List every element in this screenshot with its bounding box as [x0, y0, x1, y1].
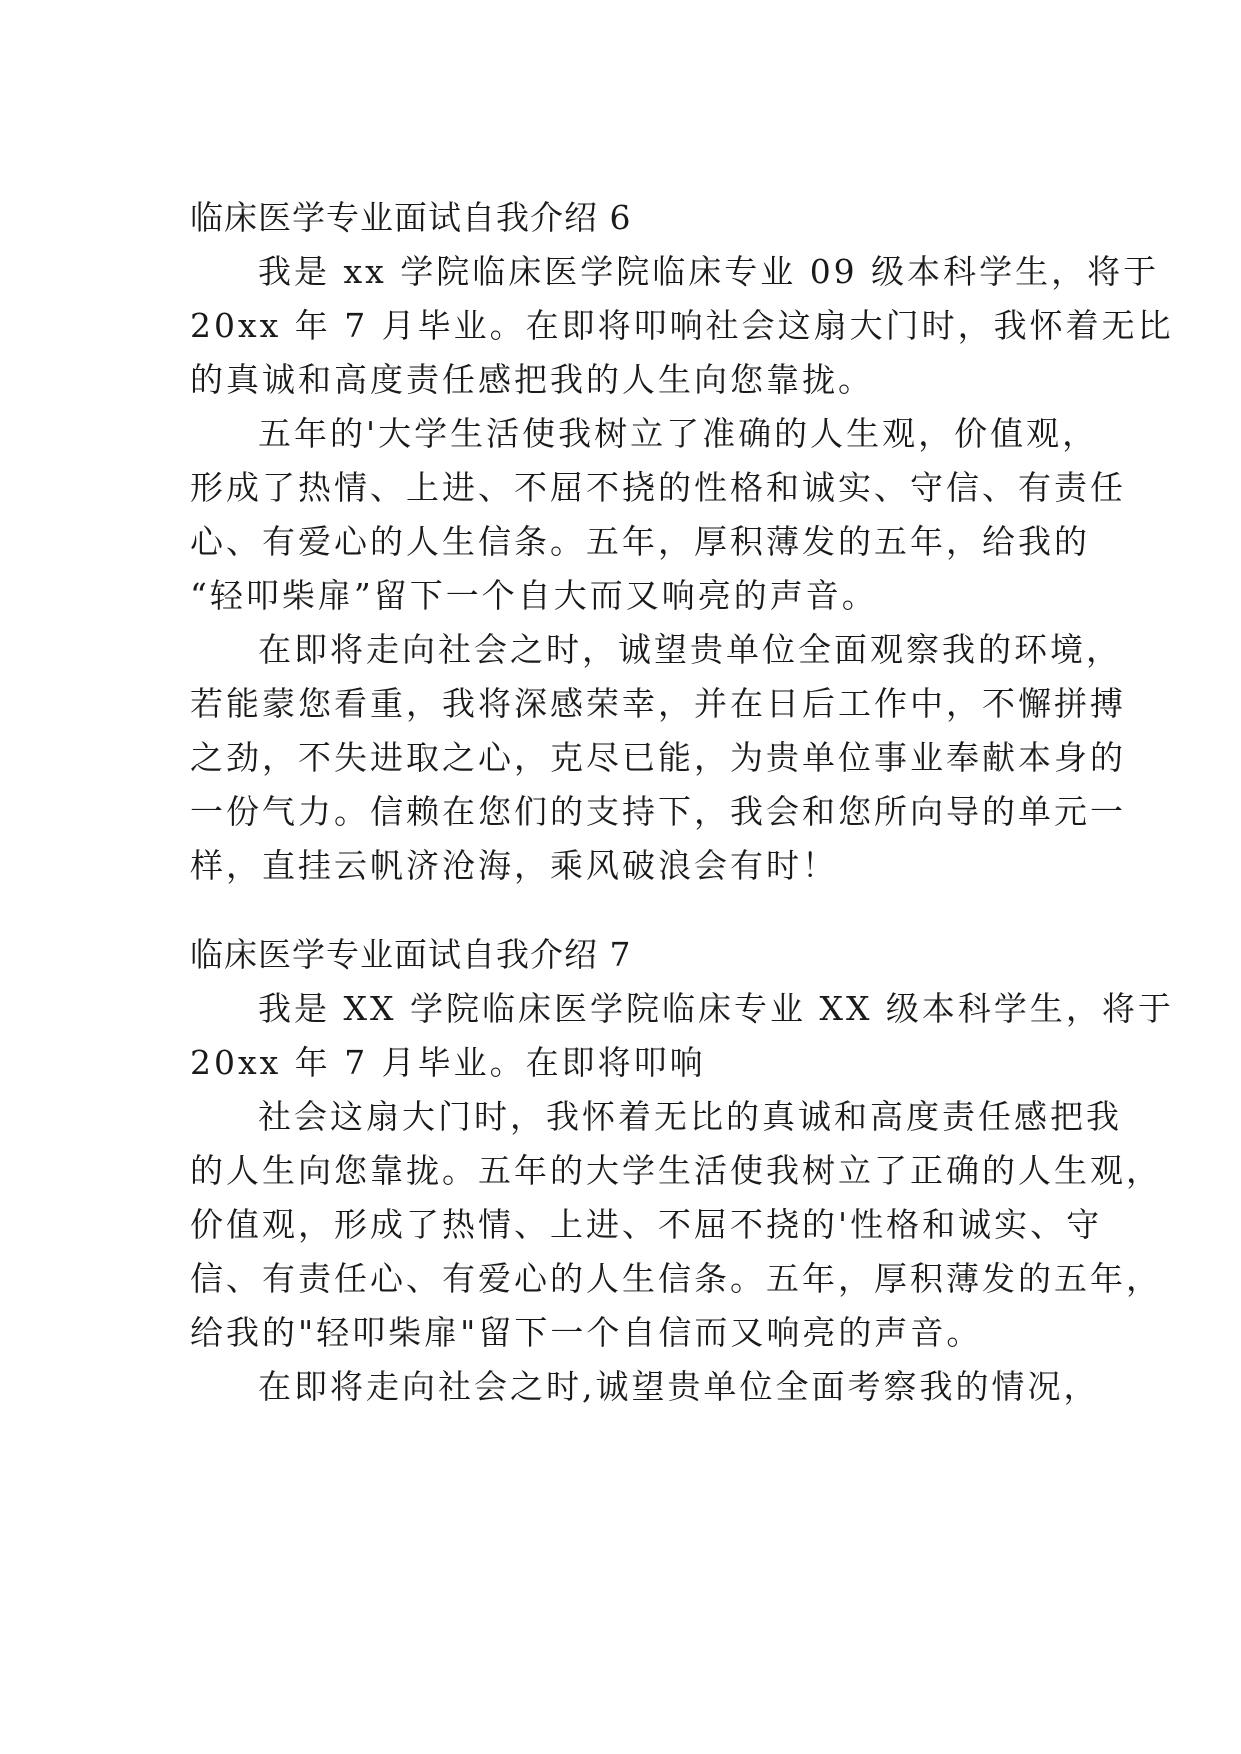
- section-heading-7: 临床医学专业面试自我介绍 7: [190, 935, 632, 974]
- paragraph-line: 心、有爱心的人生信条。五年，厚积薄发的五年，给我的: [190, 522, 1090, 561]
- paragraph-line: 之劲，不失进取之心，克尽已能，为贵单位事业奉献本身的: [190, 738, 1126, 777]
- paragraph-line: 信、有责任心、有爱心的人生信条。五年，厚积薄发的五年，: [190, 1259, 1162, 1298]
- section-heading-6: 临床医学专业面试自我介绍 6: [190, 198, 632, 237]
- paragraph-line: 形成了热情、上进、不屈不挠的性格和诚实、守信、有责任: [190, 468, 1126, 507]
- paragraph-line: 的真诚和高度责任感把我的人生向您靠拢。: [190, 360, 874, 399]
- paragraph-line: 我是 XX 学院临床医学院临床专业 XX 级本科学生，将于: [258, 989, 1174, 1028]
- paragraph-line: 20xx 年 7 月毕业。在即将叩响: [190, 1043, 706, 1082]
- paragraph-line: 五年的'大学生活使我树立了准确的人生观，价值观，: [258, 414, 1099, 453]
- paragraph-line: 社会这扇大门时，我怀着无比的真诚和高度责任感把我: [258, 1097, 1122, 1136]
- paragraph-line: 在即将走向社会之时,诚望贵单位全面考察我的情况，: [258, 1367, 1100, 1406]
- paragraph-line: 的人生向您靠拢。五年的大学生活使我树立了正确的人生观，: [190, 1151, 1162, 1190]
- paragraph-line: 给我的"轻叩柴扉"留下一个自信而又响亮的声音。: [190, 1313, 983, 1352]
- paragraph-line: “轻叩柴扉”留下一个自大而又响亮的声音。: [190, 576, 878, 615]
- paragraph-line: 20xx 年 7 月毕业。在即将叩响社会这扇大门时，我怀着无比: [190, 306, 1174, 345]
- paragraph-line: 一份气力。信赖在您们的支持下，我会和您所向导的单元一: [190, 792, 1126, 831]
- paragraph-line: 样，直挂云帆济沧海，乘风破浪会有时！: [190, 846, 838, 885]
- paragraph-line: 若能蒙您看重，我将深感荣幸，并在日后工作中，不懈拼搏: [190, 684, 1126, 723]
- paragraph-line: 我是 xx 学院临床医学院临床专业 09 级本科学生，将于: [258, 252, 1160, 291]
- paragraph-line: 在即将走向社会之时，诚望贵单位全面观察我的环境，: [258, 630, 1122, 669]
- paragraph-line: 价值观，形成了热情、上进、不屈不挠的'性格和诚实、守: [190, 1205, 1103, 1244]
